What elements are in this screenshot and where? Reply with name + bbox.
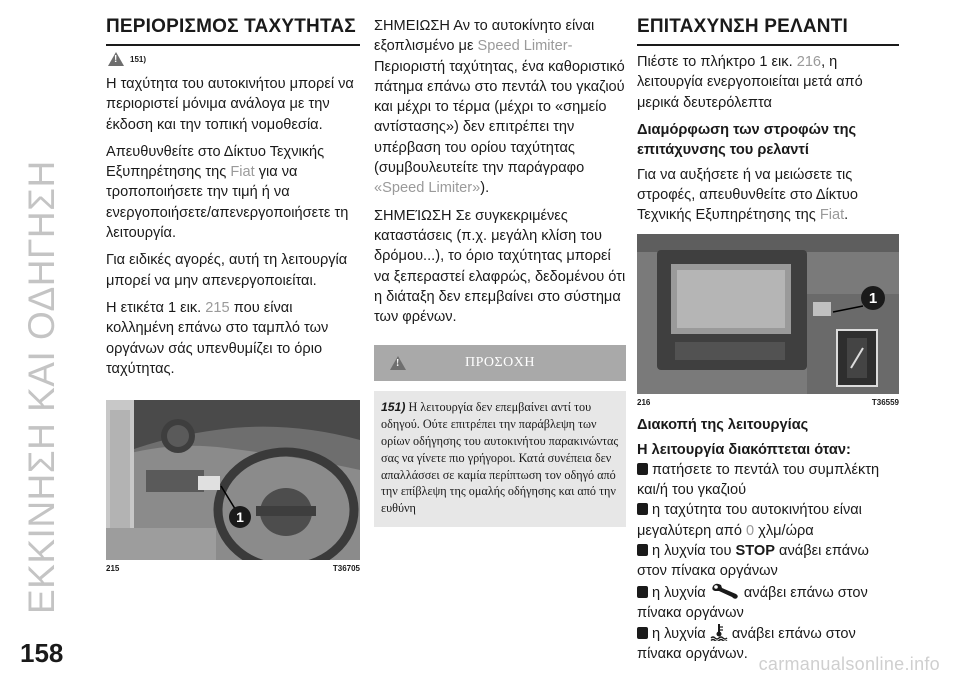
footer-watermark: carmanualsonline.info [758, 654, 940, 674]
paragraph: Η ταχύτητα του αυτοκινήτου μπορεί να περιοριστεί μόνιμα ανάλογα με την έκδοση και την τοπική νομοθεσία. [106, 76, 354, 133]
figure-code: T36705 [332, 564, 360, 574]
paragraph: Απευθυνθείτε στο Δίκτυο Τεχνικής Εξυπηρέτησης της Fiat για να τροποποιήσετε την τιμή ή να ενεργοποιήσετε/απενεργοποιήσετε τη λειτουργία. [106, 143, 349, 242]
section-heading-speed-limit: ΠΕΡΙΟΡΙΣΜΟΣ ΤΑΧΥΤΗΤΑΣ [106, 16, 360, 46]
column-idle-acceleration [637, 16, 899, 665]
wrench-icon [710, 582, 740, 600]
section-heading-idle-acceleration: ΕΠΙΤΑΧΥΝΣΗ ΡΕΛΑΝΤΙ [637, 16, 899, 46]
list-item: η λυχνία ανάβει επάνω στον πίνακα οργάνων. [637, 623, 899, 665]
warning-reference [108, 52, 360, 66]
bullet-square-icon [637, 463, 648, 475]
callout-number: 1 [236, 509, 244, 526]
coolant-temperature-icon [710, 623, 728, 641]
list-item: η ταχύτητα του αυτοκινήτου είναι μεγαλύτερη από 0 χλμ/ώρα [637, 502, 862, 539]
subheading: Διαμόρφωση των στροφών της επιτάχυνσης του ρελαντί [637, 121, 857, 158]
brand-reference: Fiat [819, 207, 845, 224]
column-notes [374, 16, 626, 527]
paragraph: Για ειδικές αγορές, αυτή τη λειτουργία μπορεί να μην απενεργοποιείται. [106, 252, 348, 289]
figure-caption [637, 398, 899, 407]
figure-number: 215 [106, 564, 120, 574]
bullet-square-icon [637, 627, 648, 639]
warning-text: Η λειτουργία δεν επεμβαίνει αντί του οδηγού. Ούτε επιτρέπει την παράβλεψη των ορίων οδήγησης του αυτοκινήτου παρακινώντας σας να γίνετε πιο γρήγοροι. Κατά συνέπεια δεν απαλλάσσει σε καμία περίπτωση τον οδηγό από την επίβλεψη της ομαλής οδήγησης και από την ευθύνη [381, 400, 619, 516]
warning-triangle-icon [390, 356, 406, 370]
column-speed-limit [106, 16, 360, 573]
bullet-square-icon [637, 544, 648, 556]
figure-reference: 215 [205, 299, 230, 316]
figure-number: 216 [637, 397, 651, 407]
dashboard-illustration [106, 400, 360, 560]
warning-reference-number: 151) [130, 54, 147, 64]
brand-reference: Fiat [230, 164, 255, 181]
list-item: η λυχνία ανάβει επάνω στον πίνακα οργάνων [637, 582, 899, 624]
note-paragraph: ΣΗΜΕΙΩΣΗ Αν το αυτοκίνητο είναι εξοπλισμένο με Speed Limiter-Περιοριστή ταχύτητας, ένα καθοριστικό πάτημα επάνω στο πεντάλ του γκαζιού και μέχρι το τέρμα (μέχρι το «σημείο αντίστασης») δεν επιτρέπει την υπέρβαση του ορίου ταχύτητας (συμβουλευτείτε την παράγραφο «Speed Limiter»). [374, 18, 625, 197]
paragraph: Η ετικέτα 1 εικ. 215 που είναι κολλημένη επάνω στο ταμπλό των οργάνων σάς υπενθυμίζει το όριο ταχύτητας. [106, 299, 329, 377]
list-item: πατήσετε το πεντάλ του συμπλέκτη και/ή του γκαζιού [637, 461, 880, 499]
chapter-side-title: ΕΚΚΙΝΗΣΗ ΚΑΙ ΟΔΗΓΗΣΗ [21, 160, 62, 614]
figure-caption [106, 564, 360, 573]
page-number: 158 [20, 638, 64, 668]
note-paragraph: ΣΗΜΕΊΩΣΗ Σε συγκεκριμένες καταστάσεις (π.χ. μεγάλη κλίση του δρόμου...), το όριο ταχύτητας μπορεί να ξεπεραστεί ελαφρώς, δεδομένου ότι η διάταξη δεν επεμβαίνει στο σύστημα των φρένων. [374, 207, 626, 326]
subheading: Η λειτουργία διακόπτεται όταν: [637, 441, 851, 458]
warning-triangle-icon [108, 52, 124, 66]
callout-number: 1 [868, 289, 878, 307]
warning-title: ΠΡΟΣΟΧΗ [465, 355, 535, 371]
subheading: Διακοπή της λειτουργίας [637, 416, 809, 433]
console-illustration [637, 234, 899, 394]
warning-number: 151) [381, 400, 406, 415]
figure-216-console-photo [637, 234, 899, 394]
warning-box-header [374, 345, 626, 381]
warning-box-body [374, 391, 626, 527]
figure-reference: 216 [796, 54, 822, 70]
list-item: η λυχνία του STOP ανάβει επάνω στον πίνακα οργάνων [637, 542, 869, 580]
bullet-square-icon [637, 586, 648, 598]
paragraph: Για να αυξήσετε ή να μειώσετε τις στροφές, απευθυνθείτε στο Δίκτυο Τεχνικής Εξυπηρέτησης της Fiat. [637, 166, 858, 224]
paragraph: Πιέστε το πλήκτρο 1 εικ. 216, η λειτουργία ενεργοποιείται μετά από μερικά δευτερόλεπτα [637, 54, 863, 111]
figure-code: T36559 [871, 397, 899, 407]
figure-215-dashboard-photo [106, 400, 360, 560]
bullet-square-icon [637, 503, 648, 515]
